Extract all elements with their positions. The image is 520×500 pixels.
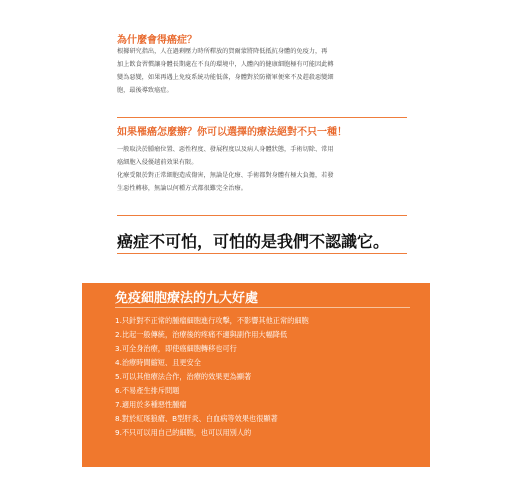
section1-line: 胞，最後導致癌症。 [117, 87, 173, 94]
section-divider [117, 215, 407, 216]
section1-line: 加上飲食習慣讓身體長期處在不良的環境中，人體內的健康細胞極有可能因此轉 [117, 61, 334, 68]
benefit-item: 7.適用於多種惡性腫瘤 [115, 400, 187, 409]
section1-line: 根據研究指出，人在過剩壓力時所釋放的賀爾蒙將降低抵抗身體的免疫力，再 [117, 48, 328, 55]
benefit-item: 9.不只可以用自己的細胞，也可以用別人的 [115, 428, 252, 437]
benefits-title: 免疫細胞療法的九大好處 [115, 291, 259, 306]
section1-title: 為什麼會得癌症？ [117, 35, 197, 46]
section2-line: 一般取決於腫瘤位置、惡性程度、發展程度以及病人身體狀態，手術切除、常用 [117, 146, 334, 153]
benefit-item: 8.對於紅斑狼瘡、B型肝炎、白血病等效果也很顯著 [115, 414, 278, 423]
section2-line: 癌細胞入侵優越前效果有限。 [117, 159, 198, 166]
benefits-title-underline [115, 307, 410, 308]
section2-paragraph [117, 143, 409, 195]
benefits-panel [82, 283, 430, 467]
benefit-item: 4.治療時間縮短、且更安全 [115, 358, 201, 367]
section2-line: 生惡性轉移，無論以何種方式都很難完全治療。 [117, 185, 247, 192]
benefit-item: 1.只針對不正常的腫瘤細胞進行攻擊，不影響其他正常的細胞 [115, 316, 309, 325]
section2-line: 化療受限於對正常細胞造成傷害，無論是化療、手術都對身體有極大負擔，若發 [117, 172, 334, 179]
section1-paragraph [117, 45, 409, 97]
slogan-divider [117, 253, 407, 254]
benefit-item: 6.不易產生排斥問題 [115, 386, 180, 395]
slogan-text: 癌症不可怕，可怕的是我們不認識它。 [117, 232, 390, 251]
section-divider [117, 117, 407, 118]
benefit-item: 5.可以其他療法合作，治療的效果更為顯著 [115, 372, 252, 381]
section2-title: 如果罹癌怎麼辦？你可以選擇的療法絕對不只一種！ [117, 127, 347, 138]
section1-line: 變為惡變，如果再遇上免疫系統功能低落，身體對於防衛軍便來不及趕殺惡變細 [117, 74, 334, 81]
benefit-item: 2.比起一般傳統，治療後的疼痛不適與副作用大幅降低 [115, 330, 288, 339]
benefit-item: 3.可全身治療，即使癌細胞轉移也可行 [115, 344, 237, 353]
